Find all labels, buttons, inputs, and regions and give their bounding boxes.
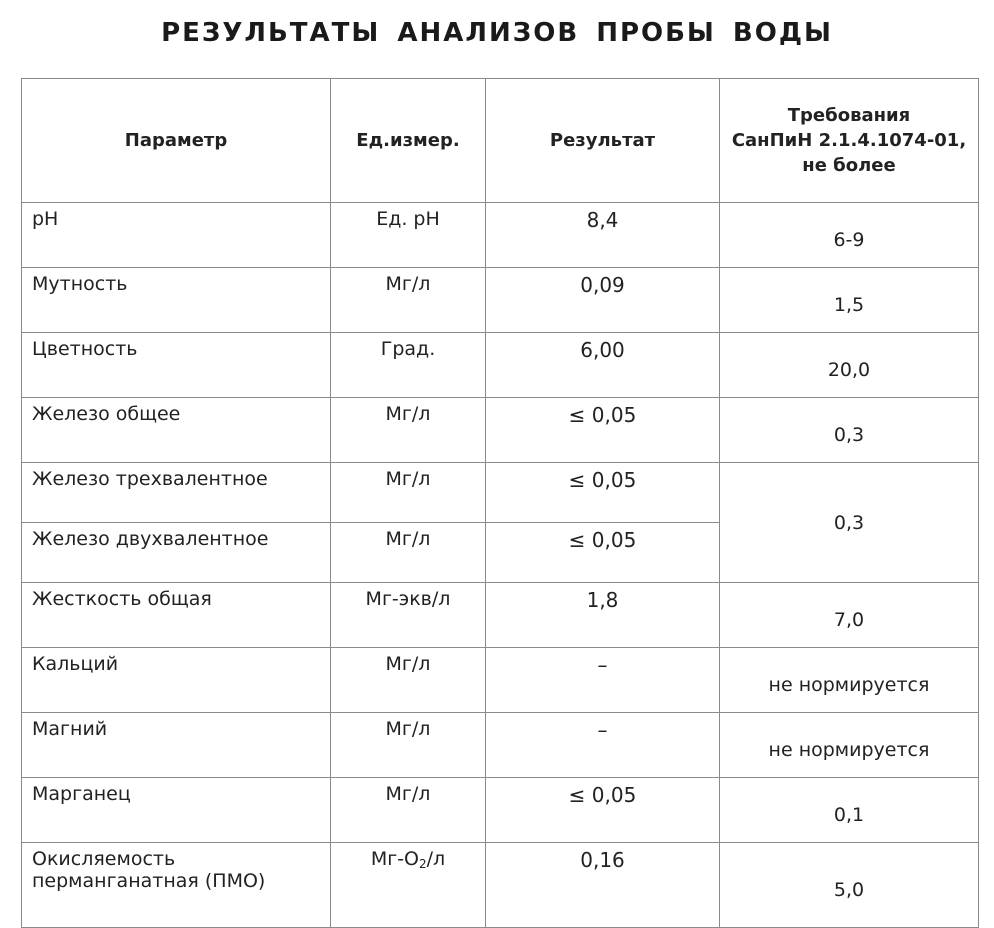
cell-parameter: Железо трехвалентное	[22, 463, 331, 523]
cell-result: ≤ 0,05	[486, 778, 720, 843]
header-requirement-line: Требования	[787, 105, 911, 126]
cell-unit: Мг/л	[331, 268, 486, 333]
cell-result: –	[486, 648, 720, 713]
cell-unit: Мг/л	[331, 463, 486, 523]
table-row	[22, 268, 979, 333]
cell-unit: Мг/л	[331, 713, 486, 778]
cell-parameter: Цветность	[22, 333, 331, 398]
table-row	[22, 778, 979, 843]
cell-unit: Мг/л	[331, 778, 486, 843]
cell-result: ≤ 0,05	[486, 523, 720, 583]
table-row	[22, 333, 979, 398]
cell-parameter: Марганец	[22, 778, 331, 843]
header-result: Результат	[486, 79, 720, 203]
unit-subscript: 2	[419, 857, 427, 871]
unit-prefix: Мг-O	[370, 848, 419, 870]
cell-parameter: Жесткость общая	[22, 583, 331, 648]
header-unit: Ед.измер.	[331, 79, 486, 203]
page-title: РЕЗУЛЬТАТЫ АНАЛИЗОВ ПРОБЫ ВОДЫ	[161, 18, 833, 48]
cell-requirement: 7,0	[720, 583, 979, 648]
cell-requirement: не нормируется	[720, 713, 979, 778]
cell-parameter: Магний	[22, 713, 331, 778]
table-row	[22, 203, 979, 268]
cell-result: ≤ 0,05	[486, 463, 720, 523]
cell-unit: Ед. pH	[331, 203, 486, 268]
cell-requirement: 1,5	[720, 268, 979, 333]
table-row	[22, 843, 979, 928]
cell-parameter: pH	[22, 203, 331, 268]
cell-unit: Мг-экв/л	[331, 583, 486, 648]
cell-result: 0,16	[486, 843, 720, 928]
cell-result: 8,4	[486, 203, 720, 268]
table-row	[22, 648, 979, 713]
header-requirement-line: СанПиН 2.1.4.1074-01,	[731, 130, 967, 151]
cell-result: 0,09	[486, 268, 720, 333]
cell-unit: Мг/л	[331, 398, 486, 463]
cell-requirement: 6-9	[720, 203, 979, 268]
cell-result: ≤ 0,05	[486, 398, 720, 463]
cell-requirement: 0,3	[720, 398, 979, 463]
table-row	[22, 463, 979, 523]
header-parameter: Параметр	[22, 79, 331, 203]
cell-requirement: 5,0	[720, 843, 979, 928]
cell-parameter: Кальций	[22, 648, 331, 713]
table-row	[22, 398, 979, 463]
cell-requirement: 0,1	[720, 778, 979, 843]
header-requirement	[720, 79, 979, 203]
results-table	[21, 78, 979, 928]
cell-unit: Мг/л	[331, 648, 486, 713]
header-requirement-line: не более	[802, 155, 896, 176]
cell-parameter: Железо общее	[22, 398, 331, 463]
table-row	[22, 583, 979, 648]
unit-suffix: /л	[426, 848, 446, 870]
cell-parameter-line: Окисляемость	[32, 848, 176, 870]
cell-result: 1,8	[486, 583, 720, 648]
cell-unit	[331, 843, 486, 928]
cell-parameter: Мутность	[22, 268, 331, 333]
table-row	[22, 713, 979, 778]
cell-requirement: 0,3	[720, 463, 979, 583]
header-row	[22, 79, 979, 203]
cell-parameter-line: перманганатная (ПМО)	[32, 870, 266, 892]
cell-result: 6,00	[486, 333, 720, 398]
cell-parameter	[22, 843, 331, 928]
cell-requirement: 20,0	[720, 333, 979, 398]
cell-unit: Мг/л	[331, 523, 486, 583]
cell-parameter: Железо двухвалентное	[22, 523, 331, 583]
cell-unit: Град.	[331, 333, 486, 398]
cell-result: –	[486, 713, 720, 778]
cell-requirement: не нормируется	[720, 648, 979, 713]
